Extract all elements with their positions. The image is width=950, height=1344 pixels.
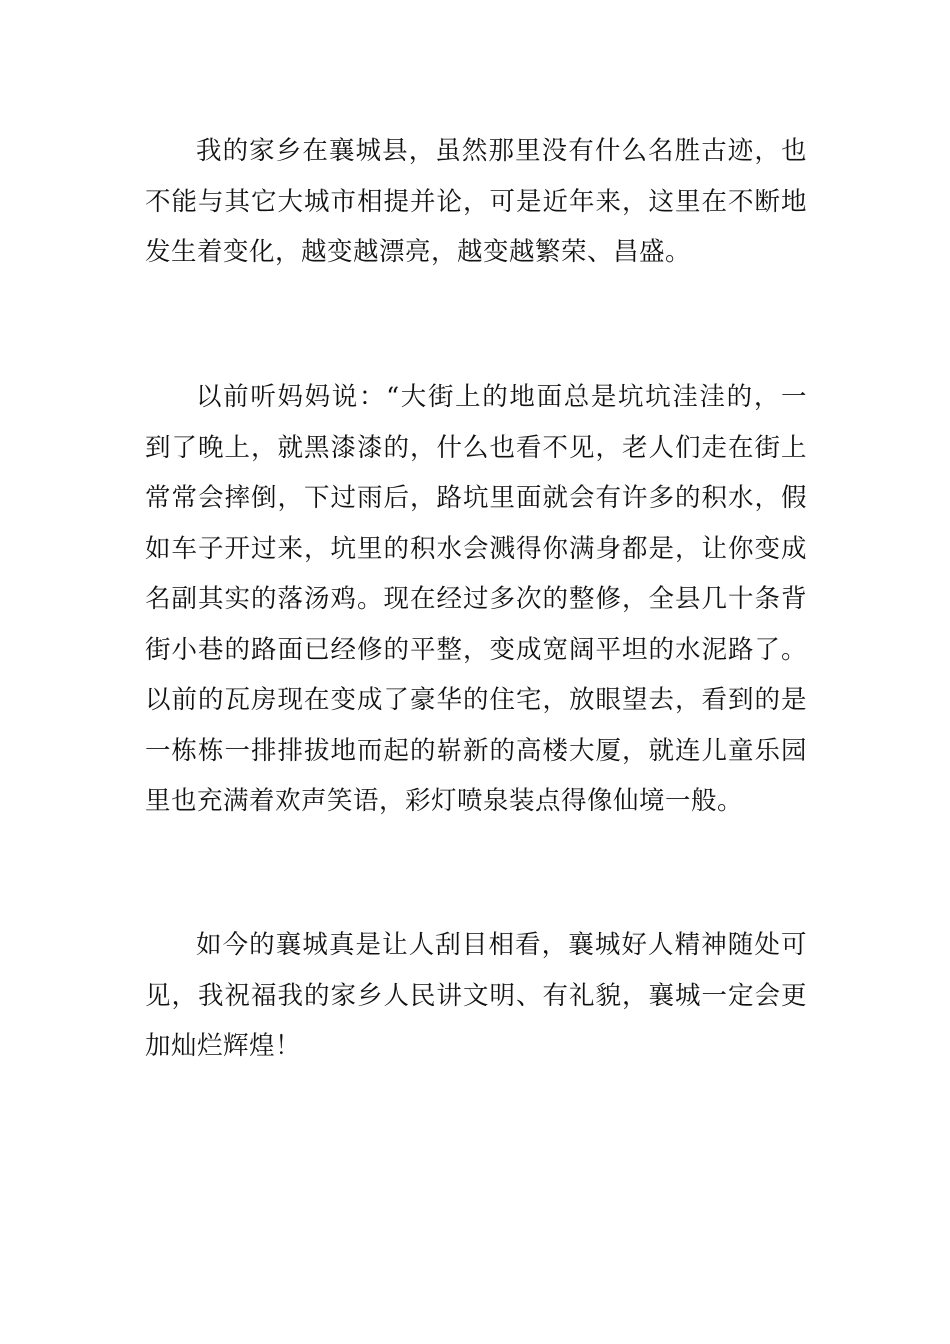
paragraph-intro: 我的家乡在襄城县，虽然那里没有什么名胜古迹，也不能与其它大城市相提并论，可是近年来，这里在不断地发生着变化，越变越漂亮，越变越繁荣、昌盛。 [145, 136, 807, 267]
paragraph-conclusion: 如今的襄城真是让人刮目相看，襄城好人精神随处可见，我祝福我的家乡人民讲文明、有礼貌，襄城一定会更加灿烂辉煌！ [145, 930, 807, 1061]
paragraph-past-and-present: 以前听妈妈说：“大街上的地面总是坑坑洼洼的，一到了晚上，就黑漆漆的，什么也看不见，老人们走在街上常常会摔倒，下过雨后，路坑里面就会有许多的积水，假如车子开过来，坑里的积水会溅得你满身都是，让你变成名副其实的落汤鸡。现在经过多次的整修，全县几十条背街小巷的路面已经修的平整，变成宽阔平坦的水泥路了。以前的瓦房现在变成了豪华的住宅，放眼望去，看到的是一栋栋一排排拔地而起的崭新的高楼大厦，就连儿童乐园里也充满着欢声笑语，彩灯喷泉装点得像仙境一般。 [145, 382, 807, 816]
